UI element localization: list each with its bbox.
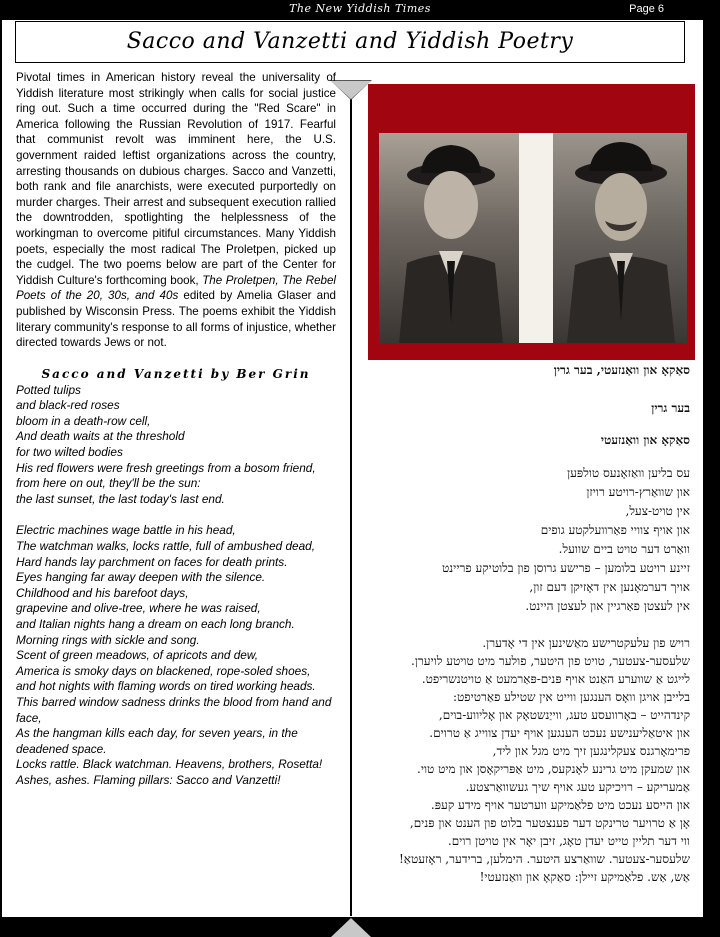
poem-stanza [16, 383, 336, 508]
yiddish-line: רויש פון עלעקטרישע מאַשינען אין די אָדערן. [482, 636, 690, 650]
poem-line: and Italian nights hang a dream on each long branch. Morning rings with sickle and song. [16, 617, 295, 647]
article-title: Sacco and Vanzetti and Yiddish Poetry [126, 29, 574, 54]
poem-line: bloom in a death-row cell, [16, 413, 151, 428]
title-box [15, 21, 685, 63]
yiddish-line: בלייבן אויגן וואָס הענגען ווייט אין שטילע פאַרטיפט: [453, 690, 690, 704]
vanzetti-photo [553, 133, 687, 343]
top-bar [0, 0, 720, 20]
poem-line: This barred window sadness drinks the blood from hand and face, [16, 694, 332, 725]
poem-line: and hot nights with flaming words on tired working heads. [16, 679, 316, 694]
photo-gap [519, 133, 553, 343]
yiddish-line: און אויף צוויי פאַרוועלקטע גופים [540, 523, 690, 537]
yiddish-line: אַמעריקע – רויכיקע טעג אויף שיך געשוואַרצטע. [465, 780, 690, 794]
left-column [16, 70, 336, 805]
yiddish-title: סאַקאָ און וואַנזעטי [600, 433, 690, 447]
intro-text: Pivotal times in American history reveal the universality of Yiddish literature most strikingly when calls for social justice ring out. Such a time occurred during the "Red Scare" in America following the Russian Revolution of 1917. Fearful that communist revolt was imminent here, the U.S. government raided leftist organizations across the country, arresting thousands on dubious charges. Sacco and Vanzetti, both rank and file anarchists, were executed purportedly on murder charges. Their arrest and subsequent execution rallied the downtrodden, spotlighting the helplessness of the workingman to overcome pitiful circumstances. Many Yiddish poets, especially the most radical The Proletpen, picked up the cudgel. The two poems below are part of the Center for Yiddish Culture's forthcoming book, [16, 71, 336, 287]
poem-body [16, 383, 336, 789]
poem-line: Scent of green meadows, of apricots and dew, [16, 648, 258, 663]
yiddish-line: און שמעקן מיט גרינע לאָנקעס, מיט אַפּריקאָסן און מיט טוי. [417, 762, 690, 776]
yiddish-line: שלעסער-צעטער. שוואַרצע היטער. הימלען, ברידער, ראָזעטאַ! [398, 852, 690, 866]
yiddish-line: און שוואַרץ-רויטע רויזן [586, 485, 690, 499]
poem-line: As the hangman kills each day, for seven years, in the deadened space. [16, 726, 298, 756]
yiddish-line: אין טויט-צעל, [625, 504, 690, 518]
yiddish-line: און הייסע נעכט מיט פלאַמיקע ווערטער אויף מידע קעפּ. [430, 798, 690, 812]
poem-title: Sacco and Vanzetti by Ber Grin [41, 366, 311, 381]
poem-line: Electric machines wage battle in his head, [16, 523, 236, 538]
poem-line: Childhood and his barefoot days, [16, 585, 189, 600]
poem-line: Potted tulips [16, 382, 81, 397]
column-divider [350, 96, 352, 916]
publication-name: The New Yiddish Times [289, 2, 431, 15]
yiddish-line: אויך דערמאָנען אין דאָזיקן דעם זון, [529, 580, 690, 594]
yiddish-line: אין לעצטן פאַרגיין און לעצטן היינט. [525, 599, 690, 613]
poem-line: from here on out, they'll be the sun: [16, 476, 201, 491]
portrait-sacco-icon [379, 133, 519, 343]
poem-stanza [16, 523, 336, 788]
poem-line: The watchman walks, locks rattle, full of ambushed dead, [16, 539, 316, 554]
divider-bottom-arrow [331, 918, 371, 937]
right-edge-border [703, 20, 720, 937]
yiddish-line: אַש, אַש. פלאַמיקע זיילן: סאַקאָ און וואַנזעטי! [479, 870, 690, 884]
portrait-vanzetti-icon [553, 133, 687, 343]
poem-line: grapevine and olive-tree, where he was raised, [16, 601, 261, 616]
poem-line: the last sunset, the last today's last end. [16, 491, 225, 506]
yiddish-line: פרימאָרגנס צעקלינגען זיך מיט מגל און ליד, [492, 744, 690, 758]
intro-paragraph [16, 70, 336, 351]
yiddish-poem [372, 360, 690, 886]
yiddish-line: אָן אַ טרויער טרינקט דער פענצטער בלוט פון הענט און פּנים, [409, 816, 690, 830]
poem-line: Eyes hanging far away deepen with the silence. [16, 570, 266, 585]
sacco-photo [379, 133, 519, 343]
poem-line: and black-red roses [16, 398, 120, 413]
book-title: The Proletpen, The Rebel Poets of the 20, 30s, and 40s [16, 273, 336, 303]
poem-line: America is smoky days on blackened, rope-soled shoes, [16, 663, 311, 678]
intro-text-end: edited by Amelia Glaser and published by Wisconsin Press. The poems exhibit the Yiddish literary community's response to all forms of injustice, whether directed towards Jews or not. [16, 289, 336, 350]
yiddish-line: לייגט אַ שווערע האַנט אויף פּנים-פּאַרמעט אַ טויטנשריפט. [421, 672, 690, 686]
yiddish-line: און איטאַליענישע נעכט הענגען אויף יעדן צווייג אַ טרוים. [429, 726, 690, 740]
divider-top-arrow [331, 81, 371, 99]
poem-line: Locks rattle. Black watchman. Heavens, brothers, Rosetta! [16, 757, 323, 772]
yiddish-author: בער גרין [651, 401, 690, 415]
left-edge-border [0, 20, 2, 937]
yiddish-line: וואַרט דער טויט ביים שוועל. [558, 542, 690, 556]
yiddish-line: ווי דער תליין טייט יעדן טאָג, זיבן יאָר אין טויטן רוים. [447, 834, 690, 848]
poem-line: Ashes, ashes. Flaming pillars: Sacco and Vanzetti! [16, 772, 281, 787]
poem-line: His red flowers were fresh greetings from a bosom friend, [16, 460, 316, 475]
poem-line: And death waits at the threshold [16, 429, 185, 444]
poem-line: Hard hands lay parchment on faces for death prints. [16, 554, 288, 569]
yiddish-caption: סאַקאָ און וואַנזעטי, בער גרין [553, 363, 690, 377]
yiddish-line: קינדהייט – באָרוועסע טעג, ווייַנשטאָק און אָליווע-בוים, [438, 708, 690, 722]
yiddish-line: זיינע רויטע בלומען – פרישע גרוסן פון בלוטיקע פריינט [442, 561, 690, 575]
yiddish-line: שלעסער-צעטער, טויט פון היטער, פולער מיט טויטע לויערן. [411, 654, 690, 668]
page-number: Page 6 [629, 3, 664, 15]
yiddish-line: עס בליען וואַזאָנעס טולפּען [567, 466, 690, 480]
poem-line: for two wilted bodies [16, 445, 123, 460]
